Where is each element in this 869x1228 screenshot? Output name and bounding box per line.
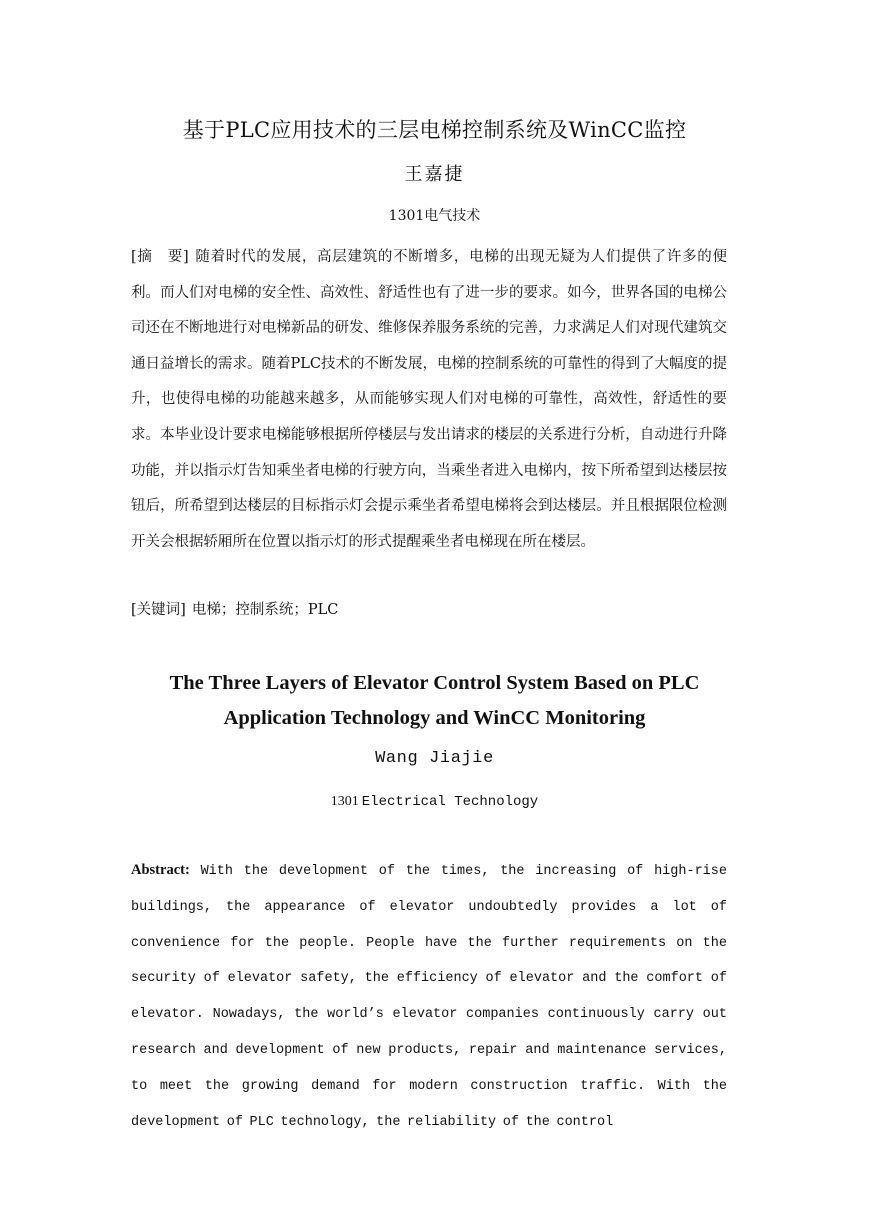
chinese-title: 基于PLC应用技术的三层电梯控制系统及WinCC监控: [182, 118, 687, 142]
english-title-line-2: Application Technology and WinCC Monitoring: [223, 707, 646, 729]
chinese-abstract-label: [摘 要]: [131, 249, 189, 265]
english-author: Wang Jiajie: [375, 749, 494, 768]
chinese-abstract-text: 随着时代的发展，高层建筑的不断增多，电梯的出现无疑为人们提供了许多的便利。而人们对电梯的安全性、高效性、舒适性也有了进一步的要求。如今，世界各国的电梯公司还在不断地进行对电梯新品的研发、维修保养服务系统的完善，力求满足人们对现代建筑交通日益增长的需求。随着PLC技术的不断发展，电梯的控制系统的可靠性的得到了大幅度的提升，也使得电梯的功能越来越多，从而能够实现人们对电梯的可靠性，高效性，舒适性的要求。本毕业设计要求电梯能够根据所停楼层与发出请求的楼层的关系进行分析，自动进行升降功能，并以指示灯告知乘坐者电梯的行驶方向，当乘坐者进入电梯内，按下所希望到达楼层按钮后，所希望到达楼层的目标指示灯会提示乘坐者希望电梯将会到达楼层。并且根据限位检测开关会根据轿厢所在位置以指示灯的形式提醒乘坐者电梯现在所在楼层。: [131, 249, 727, 550]
chinese-author: 王嘉捷: [404, 164, 465, 185]
english-abstract-text: With the development of the times, the increasing of high-rise buildings, the appearance of elevator undoubtedly provides a lot of convenience for the people. People have the further requirements on the security of elevator safety, the efficiency of elevator and the comfort of elevator. Nowadays, the world’s elevator companies continuously carry out research and development of new products, repair and maintenance services, to meet the growing demand for modern construction traffic. With the development of PLC technology, the reliability of the control: [131, 864, 727, 1130]
english-affiliation-text: Electrical Technology: [361, 794, 539, 810]
english-affiliation-number: 1301: [330, 794, 359, 809]
chinese-keywords: [131, 598, 727, 622]
chinese-keywords-text: 电梯；控制系统；PLC: [191, 602, 339, 618]
english-title: [100, 666, 769, 736]
english-abstract-label: Abstract:: [131, 862, 190, 878]
english-title-line-1: The Three Layers of Elevator Control System Based on PLC: [169, 672, 700, 694]
chinese-affiliation: 1301电气技术: [388, 208, 481, 224]
chinese-keywords-label: [关键词]: [131, 602, 186, 618]
english-abstract: [131, 853, 727, 1140]
english-affiliation: [0, 791, 869, 813]
chinese-abstract: [131, 240, 727, 560]
